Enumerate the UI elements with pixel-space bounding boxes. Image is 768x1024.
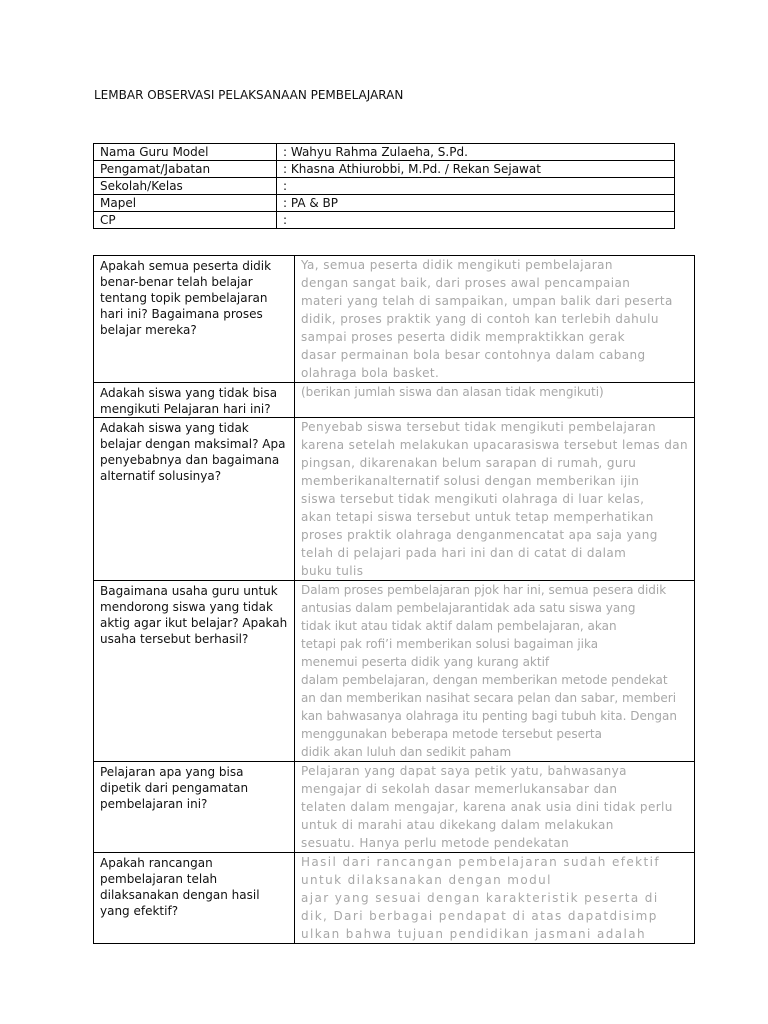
answer-line: (berikan jumlah siswa dan alasan tidak mengikuti) <box>300 385 604 399</box>
info-value: : <box>277 212 675 229</box>
answer-line: materi yang telah di sampaikan, umpan balik dari peserta <box>300 294 673 308</box>
observation-answer[interactable] <box>294 383 694 418</box>
answer-line: ajar yang sesuai dengan karakteristik peserta di <box>300 891 659 905</box>
observation-row <box>94 581 695 762</box>
answer-line: kan bahwasanya olahraga itu penting bagi tubuh kita. Dengan <box>300 709 678 723</box>
info-label: CP <box>94 212 277 229</box>
answer-line: dalam pembelajaran, dengan memberikan metode pendekat <box>300 673 668 687</box>
observation-row <box>94 853 695 944</box>
answer-line: an dan memberikan nasihat secara pelan dan sabar, memberi <box>300 691 677 705</box>
answer-line: karena setelah melakukan upacarasiswa tersebut lemas dan <box>300 438 688 452</box>
answer-line: untuk dilaksanakan dengan modul <box>300 873 552 887</box>
info-value: : Wahyu Rahma Zulaeha, S.Pd. <box>277 144 675 161</box>
answer-line: olahraga bola basket. <box>300 366 440 380</box>
observation-question: Adakah siswa yang tidak bisa mengikuti Pelajaran hari ini? <box>94 383 295 418</box>
answer-line: Hasil dari rancangan pembelajaran sudah efektif <box>300 855 660 869</box>
answer-line: dasar permainan bola besar contohnya dalam cabang <box>300 348 646 362</box>
answer-line: Ya, semua peserta didik mengikuti pembelajaran <box>300 258 613 272</box>
observation-row <box>94 762 695 853</box>
observation-question: Bagaimana usaha guru untuk mendorong siswa yang tidak aktig agar ikut belajar? Apakah usaha tersebut berhasil? <box>94 581 295 762</box>
info-label: Mapel <box>94 195 277 212</box>
info-value: : Khasna Athiurobbi, M.Pd. / Rekan Sejawat <box>277 161 675 178</box>
answer-line: buku tulis <box>300 564 364 578</box>
answer-line: ulkan bahwa tujuan pendidikan jasmani adalah <box>300 927 646 941</box>
observation-question: Apakah rancangan pembelajaran telah dilaksanakan dengan hasil yang efektif? <box>94 853 295 944</box>
observation-question: Adakah siswa yang tidak belajar dengan maksimal? Apa penyebabnya dan bagaimana alternatif solusinya? <box>94 418 295 581</box>
answer-line: dengan sangat baik, dari proses awal pencampaian <box>300 276 631 290</box>
answer-line: memberikanalternatif solusi dengan memberikan ijin <box>300 474 640 488</box>
observation-row <box>94 418 695 581</box>
answer-line: mengajar di sekolah dasar memerlukansabar dan <box>300 782 618 796</box>
answer-line: telaten dalam mengajar, karena anak usia dini tidak perlu <box>300 800 673 814</box>
teacher-info-table <box>93 143 675 229</box>
info-value: : <box>277 178 675 195</box>
answer-line: sampai proses peserta didik mempraktikkan gerak <box>300 330 625 344</box>
answer-line: siswa tersebut tidak mengikuti olahraga di luar kelas, <box>300 492 645 506</box>
answer-line: proses praktik olahraga denganmencatat apa saja yang <box>300 528 658 542</box>
observation-row <box>94 256 695 383</box>
answer-line: menggunakan beberapa metode tersebut peserta <box>300 727 602 741</box>
document-title: LEMBAR OBSERVASI PELAKSANAAN PEMBELAJARAN <box>94 88 404 102</box>
info-row-cp <box>94 212 675 229</box>
answer-line: tidak ikut atau tidak aktif dalam pembelajaran, akan <box>300 619 617 633</box>
answer-line: untuk di marahi atau dikekang dalam melakukan <box>300 818 614 832</box>
info-value: : PA & BP <box>277 195 675 212</box>
observation-table <box>93 255 695 944</box>
info-label: Nama Guru Model <box>94 144 277 161</box>
observation-row <box>94 383 695 418</box>
answer-line: telah di pelajari pada hari ini dan di catat di dalam <box>300 546 627 560</box>
answer-line: dik, Dari berbagai pendapat di atas dapatdisimp <box>300 909 658 923</box>
observation-answer[interactable] <box>294 581 694 762</box>
answer-line: Dalam proses pembelajaran pjok har ini, semua pesera didik <box>300 583 667 597</box>
answer-line: didik akan luluh dan sedikit paham <box>300 745 512 759</box>
answer-line: antusias dalam pembelajarantidak ada satu siswa yang <box>300 601 636 615</box>
observation-question: Apakah semua peserta didik benar-benar telah belajar tentang topik pembelajaran hari ini? Bagaimana proses belajar mereka? <box>94 256 295 383</box>
observation-answer[interactable] <box>294 418 694 581</box>
info-label: Sekolah/Kelas <box>94 178 277 195</box>
answer-line: akan tetapi siswa tersebut untuk tetap memperhatikan <box>300 510 654 524</box>
observation-answer[interactable] <box>294 256 694 383</box>
answer-line: menemui peserta didik yang kurang aktif <box>300 655 550 669</box>
answer-line: Penyebab siswa tersebut tidak mengikuti pembelajaran <box>300 420 657 434</box>
answer-line: didik, proses praktik yang di contoh kan terlebih dahulu <box>300 312 659 326</box>
info-row-observer <box>94 161 675 178</box>
answer-line: Pelajaran yang dapat saya petik yatu, bahwasanya <box>300 764 627 778</box>
answer-line: pingsan, dikarenakan belum sarapan di rumah, guru <box>300 456 637 470</box>
info-row-teacher <box>94 144 675 161</box>
info-row-subject <box>94 195 675 212</box>
answer-line: tetapi pak rofi’i memberikan solusi bagaiman jika <box>300 637 599 651</box>
observation-answer[interactable] <box>294 762 694 853</box>
observation-question: Pelajaran apa yang bisa dipetik dari pengamatan pembelajaran ini? <box>94 762 295 853</box>
answer-line: sesuatu. Hanya perlu metode pendekatan <box>300 836 570 850</box>
observation-answer[interactable] <box>294 853 694 944</box>
info-label: Pengamat/Jabatan <box>94 161 277 178</box>
info-row-school <box>94 178 675 195</box>
